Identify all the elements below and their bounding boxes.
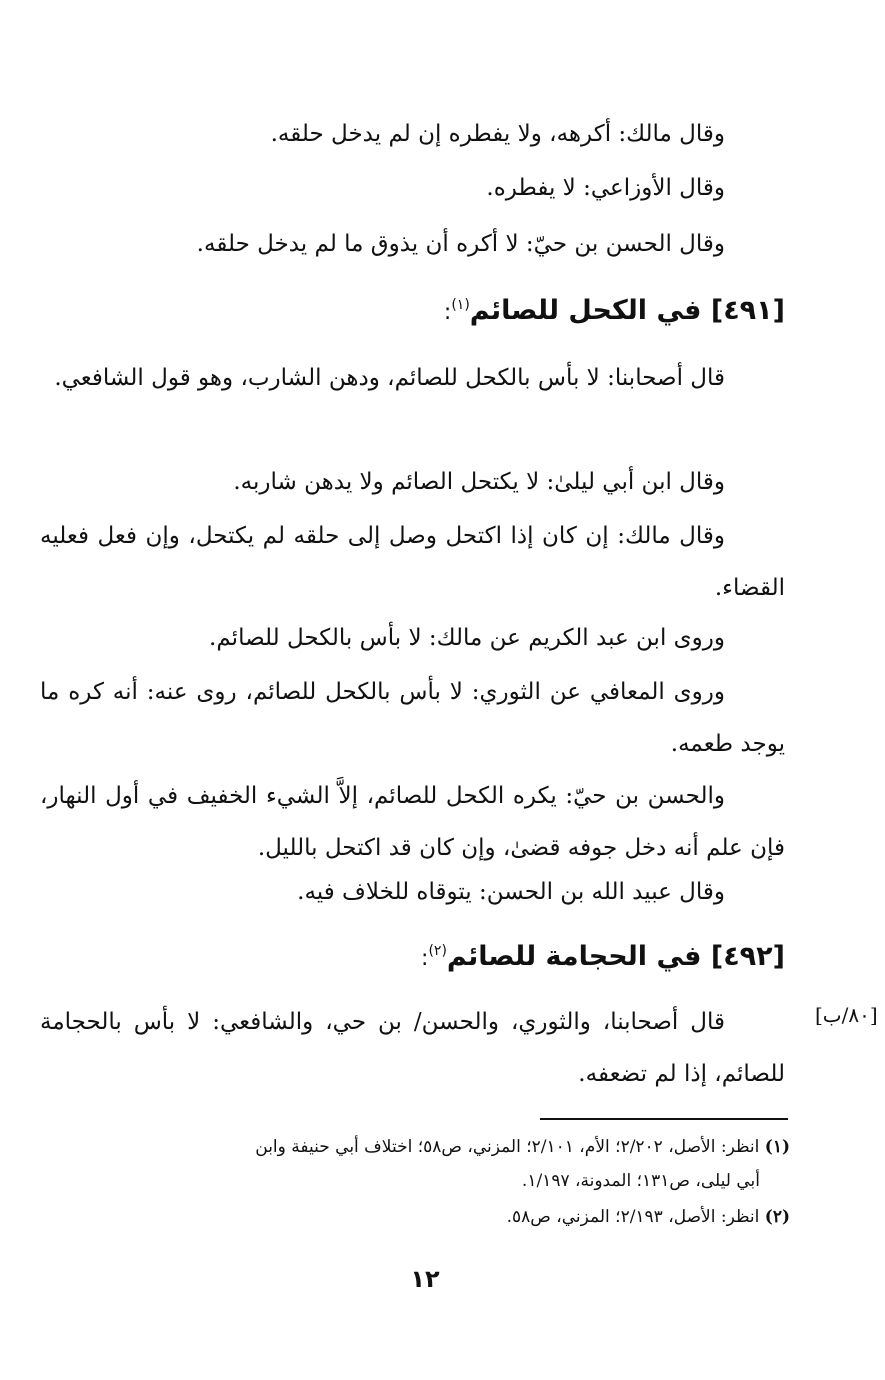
paragraph-awzai: وقال الأوزاعي: لا يفطره. bbox=[486, 175, 725, 201]
footnote-2 bbox=[55, 1200, 790, 1234]
section-heading-492 bbox=[40, 932, 785, 984]
footnote-text: انظر: الأصل، ٢/٢٠٢؛ الأم، ٢/١٠١؛ المزني، ص٥٨؛ اختلاف أبي حنيفة وابن bbox=[255, 1137, 760, 1157]
manuscript-folio-marker: [٨٠/ب] bbox=[815, 1003, 878, 1027]
page-number: ١٢ bbox=[410, 1265, 440, 1293]
footnote-ref-2: (٢) bbox=[428, 943, 447, 959]
footnote-ref-1: (١) bbox=[451, 297, 470, 313]
section-title-492: [٤٩٢] في الحجامة للصائم bbox=[446, 941, 785, 972]
paragraph-ibn-abd-alkarim: وروى ابن عبد الكريم عن مالك: لا بأس بالكحل للصائم. bbox=[209, 625, 725, 651]
paragraph-hasan-taste: وقال الحسن بن حيّ: لا أكره أن يذوق ما لم يدخل حلقه. bbox=[196, 231, 725, 257]
heading-colon-2: : bbox=[421, 946, 429, 971]
paragraph-ibn-abi-layla: وقال ابن أبي ليلىٰ: لا يكتحل الصائم ولا يدهن شاربه. bbox=[233, 469, 725, 495]
footnote-number: (١) bbox=[764, 1137, 790, 1157]
paragraph-malik-kohl: وقال مالك: إن كان إذا اكتحل وصل إلى حلقه لم يكتحل، وإن فعل فعليه القضاء. bbox=[40, 523, 785, 601]
section-heading-491 bbox=[40, 286, 785, 338]
footnote-separator bbox=[540, 1118, 788, 1120]
heading-colon: : bbox=[443, 300, 452, 325]
paragraph-ashab-kohl: قال أصحابنا: لا بأس بالكحل للصائم، ودهن الشارب، وهو قول الشافعي. bbox=[54, 365, 725, 391]
paragraph-muafi: وروى المعافي عن الثوري: لا بأس بالكحل للصائم، روى عنه: أنه كره ما يوجد طعمه. bbox=[40, 679, 785, 757]
footnote-1 bbox=[55, 1130, 790, 1198]
paragraph-ubaydullah: وقال عبيد الله بن الحسن: يتوقاه للخلاف فيه. bbox=[297, 879, 725, 905]
paragraph-malik-taste: وقال مالك: أكرهه، ولا يفطره إن لم يدخل حلقه. bbox=[270, 121, 725, 147]
paragraph-hijama: قال أصحابنا، والثوري، والحسن/ بن حي، والشافعي: لا بأس بالحجامة للصائم، إذا لم تضعفه. bbox=[40, 1009, 785, 1087]
footnote-text: انظر: الأصل، ٢/١٩٣؛ المزني، ص٥٨. bbox=[506, 1207, 760, 1227]
section-title-491: [٤٩١] في الكحل للصائم bbox=[469, 295, 785, 326]
footnote-text-continued: أبي ليلى، ص١٣١؛ المدونة، ١/١٩٧. bbox=[521, 1171, 760, 1191]
footnote-number: (٢) bbox=[764, 1207, 790, 1227]
paragraph-hasan-kohl: والحسن بن حيّ: يكره الكحل للصائم، إلاَّ الشيء الخفيف في أول النهار، فإن علم أنه دخل جوفه قضىٰ، وإن كان قد اكتحل بالليل. bbox=[40, 783, 785, 861]
